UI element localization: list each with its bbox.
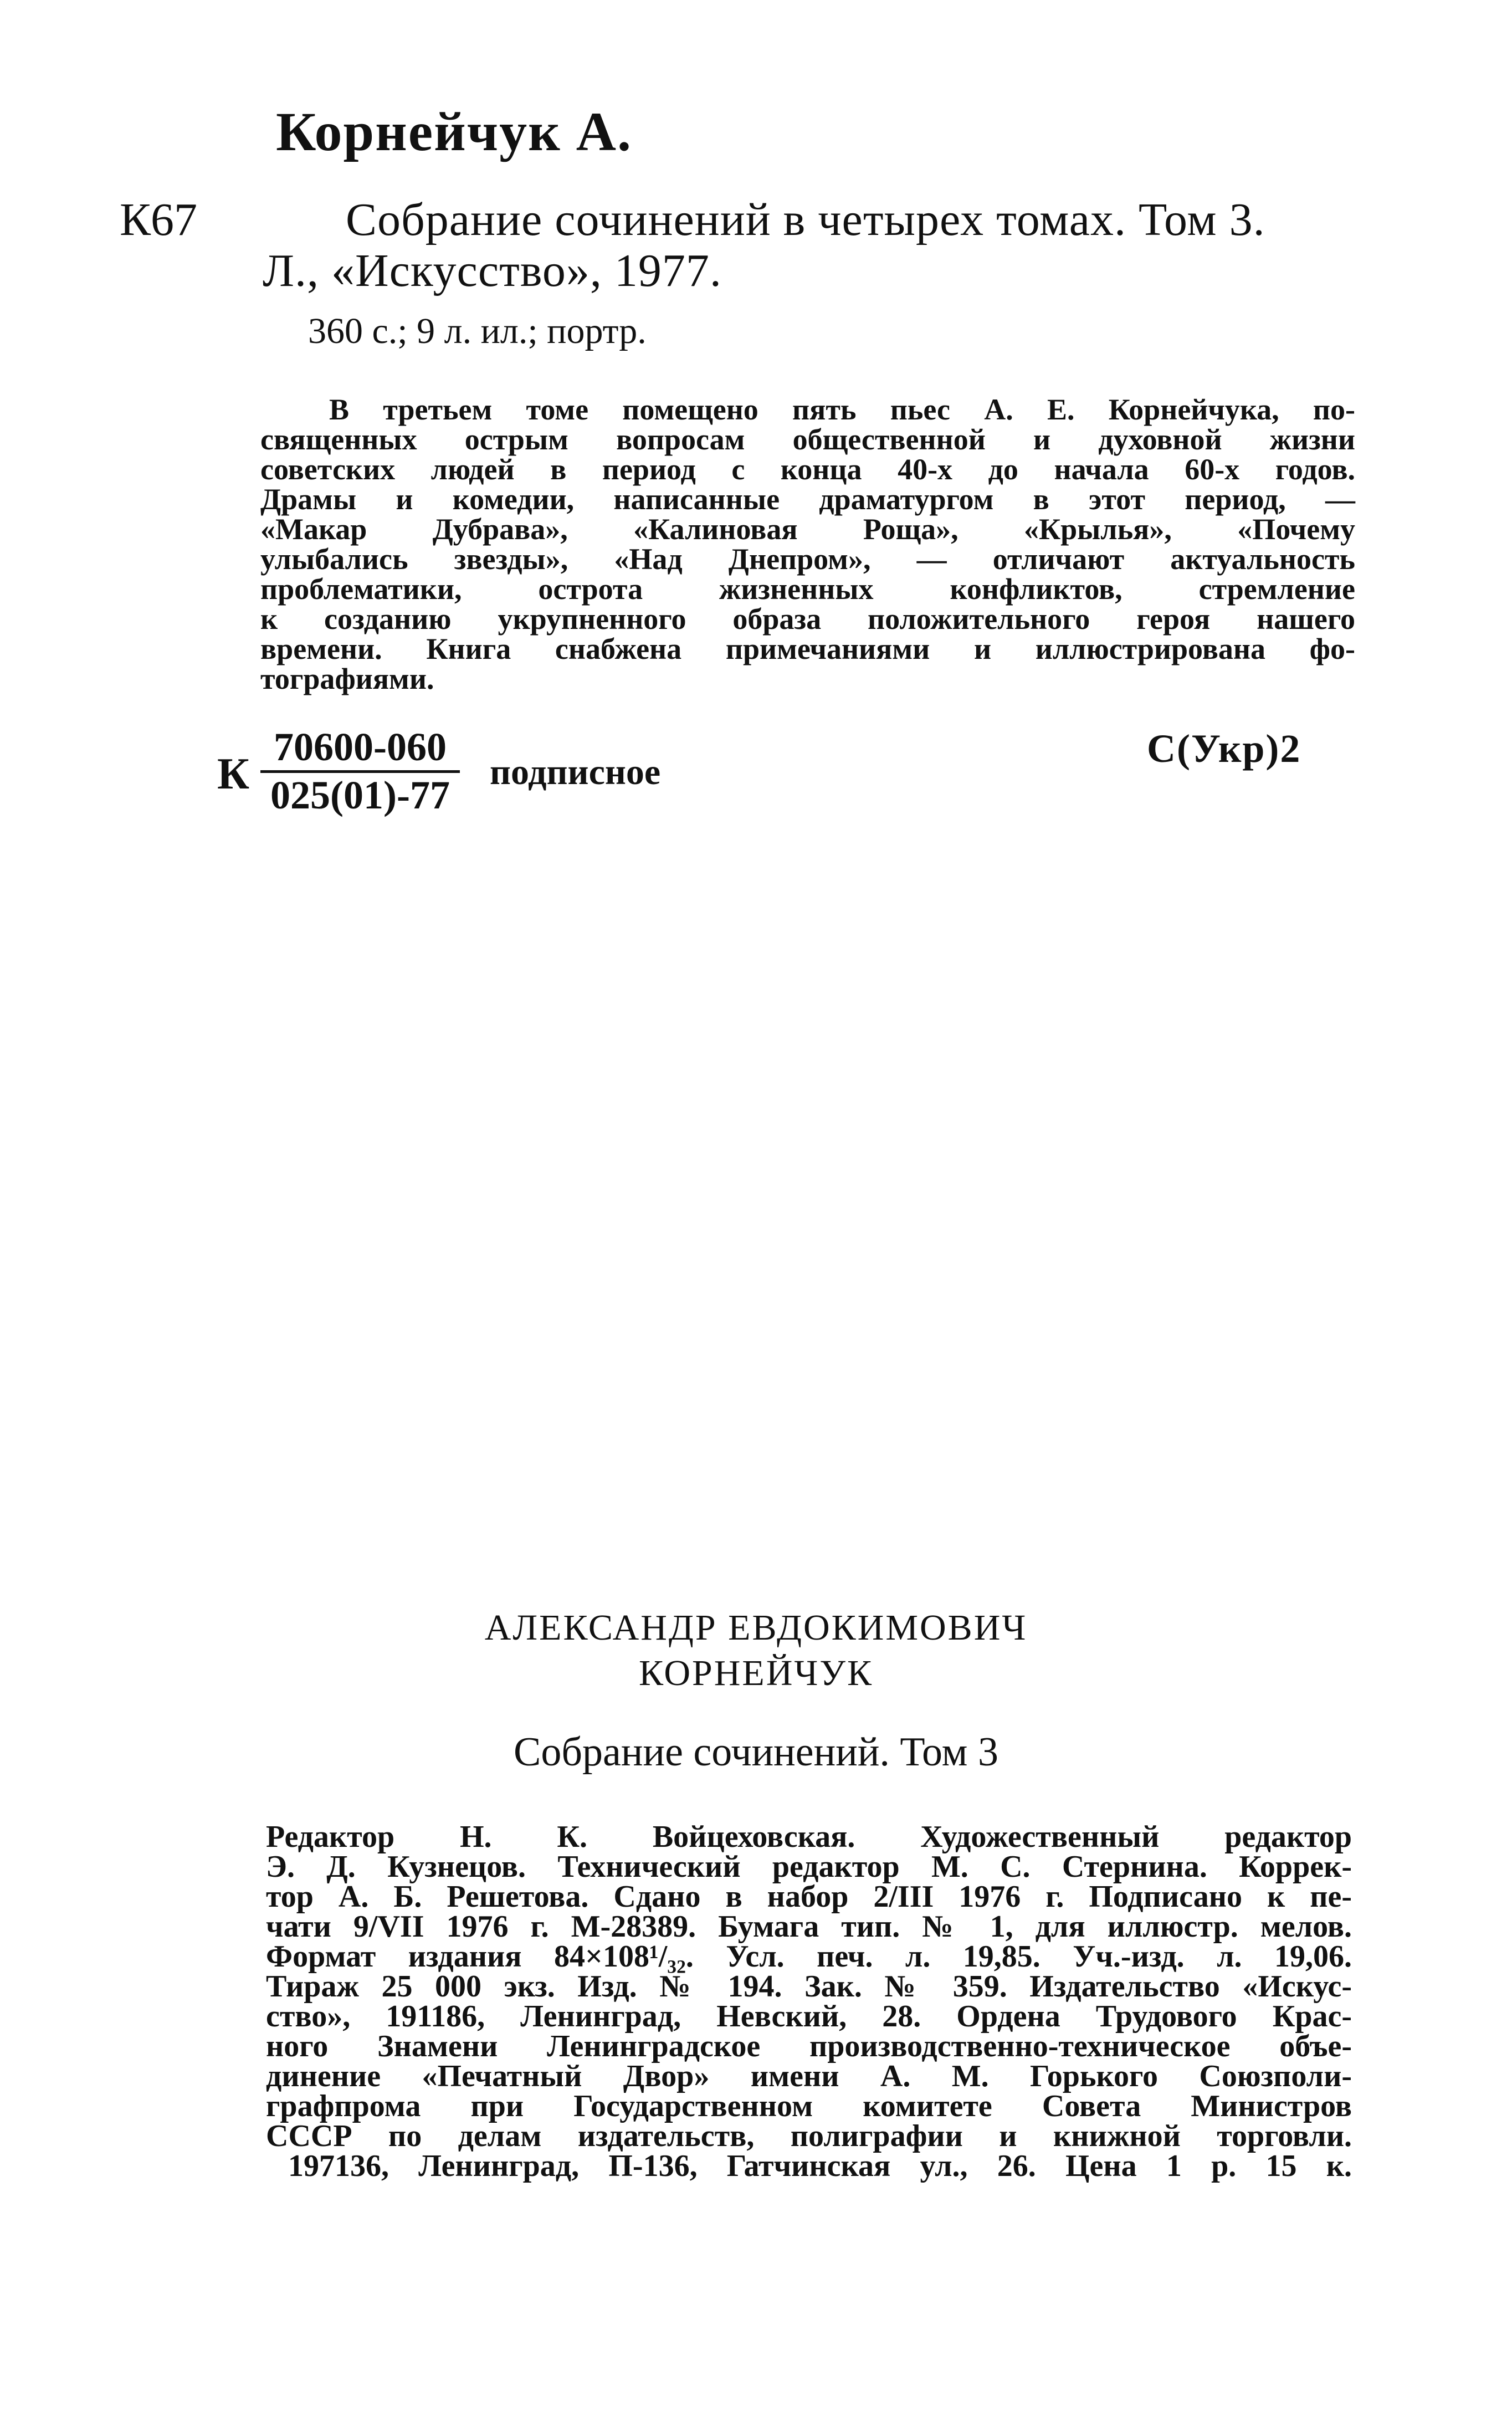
catalog-code-numerator: 70600-060	[260, 726, 460, 773]
imprint-line: ного Знамени Ленинградское производственно-техническое объе-	[266, 2029, 1352, 2063]
title-line-2: Л., «Искусство», 1977.	[263, 245, 722, 296]
annotation-line: советских людей в период с конца 40-х до начала 60-х годов.	[260, 453, 1355, 486]
catalog-code-fraction	[260, 726, 460, 817]
imprint-line: Редактор Н. К. Войцеховская. Художественный редактор	[266, 1820, 1352, 1854]
annotation-line: Драмы и комедии, написанные драматургом в этот период, —	[260, 483, 1355, 516]
annotation-line: «Макар Дубрава», «Калиновая Роща», «Крылья», «Почему	[260, 513, 1355, 546]
annotation-line: к созданию укрупненного образа положительного героя нашего	[260, 602, 1355, 636]
catalog-index: К67	[120, 194, 198, 245]
subscription-label: подписное	[490, 752, 661, 792]
annotation	[260, 395, 1355, 694]
catalog-code-letter: К	[217, 750, 250, 798]
imprint-line: Э. Д. Кузнецов. Технический редактор М. С. Стернина. Коррек-	[266, 1850, 1352, 1884]
bbk-code: С(Укр)2	[1147, 726, 1301, 771]
annotation-line: проблематики, острота жизненных конфликтов, стремление	[260, 572, 1355, 606]
author-heading: Корнейчук А.	[276, 101, 632, 162]
imprint-line: Тираж 25 000 экз. Изд. № 194. Зак. № 359. Издательство «Искус-	[266, 1969, 1352, 2004]
colophon-author-line-2: КОРНЕЙЧУК	[638, 1653, 874, 1693]
imprint-line: Формат издания 84×108¹/₃₂. Усл. печ. л. 19,85. Уч.-изд. л. 19,06.	[266, 1939, 1352, 1974]
imprint-line: графпрома при Государственном комитете Совета Министров	[266, 2089, 1352, 2123]
imprint-line: тор А. Б. Решетова. Сдано в набор 2/III 1976 г. Подписано к пе-	[266, 1880, 1352, 1914]
imprint-line: динение «Печатный Двор» имени А. М. Горького Союзполи-	[266, 2059, 1352, 2093]
catalog-code-denominator: 025(01)-77	[270, 773, 450, 817]
imprint-line: СССР по делам издательств, полиграфии и книжной торговли.	[266, 2119, 1352, 2153]
annotation-line: В третьем томе помещено пять пьес А. Е. Корнейчука, по-	[329, 393, 1355, 426]
annotation-line: времени. Книга снабжена примечаниями и иллюстрирована фо-	[260, 632, 1355, 665]
colophon-work-title: Собрание сочинений. Том 3	[514, 1729, 998, 1775]
imprint-line: чати 9/VII 1976 г. М-28389. Бумага тип. № 1, для иллюстр. мелов.	[266, 1909, 1352, 1944]
title-line-1: Собрание сочинений в четырех томах. Том 3.	[346, 194, 1265, 245]
colophon-author-line-1: АЛЕКСАНДР ЕВДОКИМОВИЧ	[484, 1607, 1028, 1648]
annotation-line: священных острым вопросам общественной и духовной жизни	[260, 423, 1355, 456]
imprint	[266, 1822, 1352, 2181]
imprint-line: 197136, Ленинград, П-136, Гатчинская ул., 26. Цена 1 р. 15 к.	[288, 2149, 1352, 2183]
imprint-line: ство», 191186, Ленинград, Невский, 28. Ордена Трудового Крас-	[266, 1999, 1352, 2034]
annotation-line: тографиями.	[260, 662, 434, 695]
annotation-line: улыбались звезды», «Над Днепром», — отличают актуальность	[260, 542, 1355, 576]
physical-description: 360 с.; 9 л. ил.; портр.	[308, 311, 647, 351]
